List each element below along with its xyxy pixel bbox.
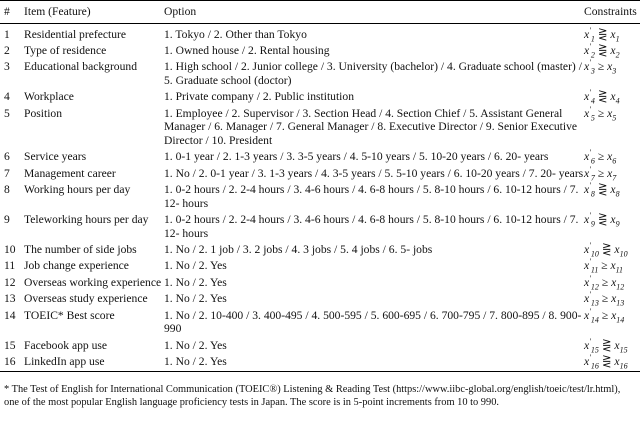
relation-symbol: ⋛ xyxy=(597,90,608,104)
table-row xyxy=(0,339,640,355)
row-item: Facebook app use xyxy=(24,338,108,352)
table-row xyxy=(0,23,640,44)
row-option: 1. Employee / 2. Supervisor / 3. Section Head / 4. Section Chief / 5. Assistant General Manager / 6. Manager / 7. General Manager / 8. Executive Director / 9. Senior Executive Director / 10. President xyxy=(164,106,578,147)
row-constraint: $x'_{11} \ge x_{11}$ xyxy=(584,257,624,275)
row-item: Position xyxy=(24,106,63,120)
row-option: 1. 0-2 hours / 2. 2-4 hours / 3. 4-6 hours / 4. 6-8 hours / 5. 8-10 hours / 6. 10-12 hours / 7. 12- hours xyxy=(164,213,579,240)
table-row xyxy=(0,259,640,275)
table-row xyxy=(0,183,640,213)
row-num: 7 xyxy=(4,166,10,180)
header-num: # xyxy=(4,5,10,18)
row-item: Management career xyxy=(24,166,116,180)
row-item: TOEIC* Best score xyxy=(24,308,115,322)
row-option: 1. No / 2. Yes xyxy=(164,355,227,369)
relation-symbol: ≥ xyxy=(601,292,609,306)
row-item: Service years xyxy=(24,150,87,164)
table-row xyxy=(0,309,640,339)
row-option: 1. Private company / 2. Public institution xyxy=(164,90,354,104)
header-option: Option xyxy=(164,5,197,18)
relation-symbol: ⋛ xyxy=(601,338,612,352)
row-item: Residential prefecture xyxy=(24,27,127,41)
row-item: LinkedIn app use xyxy=(24,355,105,369)
row-num: 14 xyxy=(4,308,16,322)
table-header xyxy=(0,1,640,24)
relation-symbol: ≥ xyxy=(597,106,605,120)
row-num: 10 xyxy=(4,243,16,257)
row-num: 3 xyxy=(4,60,10,74)
relation-symbol: ⋛ xyxy=(601,355,612,369)
row-constraint: $x'_{10}$ ⋛ $x_{10}$ xyxy=(584,241,628,259)
row-constraint: $x'_5 \ge x_5$ xyxy=(584,104,617,123)
row-item: Teleworking hours per day xyxy=(24,213,149,227)
table-row xyxy=(0,150,640,166)
row-num: 6 xyxy=(4,150,10,164)
table-row xyxy=(0,213,640,243)
row-constraint: $x'_3 \ge x_3$ xyxy=(584,58,617,76)
row-constraint: $x'_{13} \ge x_{13}$ xyxy=(584,290,625,308)
relation-symbol: ≥ xyxy=(597,166,605,180)
relation-symbol: ⋛ xyxy=(597,27,608,41)
row-option: 1. No / 2. 1 job / 3. 2 jobs / 4. 3 jobs / 5. 4 jobs / 6. 5- jobs xyxy=(164,243,433,257)
row-item: Job change experience xyxy=(24,259,129,273)
relation-symbol: ≥ xyxy=(601,308,609,322)
row-option: 1. 0-2 hours / 2. 2-4 hours / 3. 4-6 hours / 4. 6-8 hours / 5. 8-10 hours / 6. 10-12 hours / 7. 12- hours xyxy=(164,183,579,210)
table-row xyxy=(0,276,640,292)
table-row xyxy=(0,60,640,90)
row-constraint: $x'_{16}$ ⋛ $x_{16}$ xyxy=(584,353,628,371)
footnote: * The Test of English for International Communication (TOEIC®) Listening & Reading Test (https://www.iibc-global.org/english/toeic/test/lr.html), one of the most popular English language proficiency tests in Japan. The score is in 5-point increments from 10 to 990. xyxy=(4,384,621,408)
row-item: Overseas working experience xyxy=(24,275,162,289)
row-option: 1. No / 2. 10-400 / 3. 400-495 / 4. 500-595 / 5. 600-695 / 6. 700-795 / 7. 800-895 / 8. 900-990 xyxy=(164,308,582,336)
relation-symbol: ≥ xyxy=(601,275,609,289)
row-num: 5 xyxy=(4,106,10,120)
row-num: 11 xyxy=(4,259,16,273)
relation-symbol: ≥ xyxy=(597,150,605,164)
relation-symbol: ⋛ xyxy=(597,213,608,227)
row-item: Workplace xyxy=(24,90,74,104)
table-row xyxy=(0,90,640,106)
header-item: Item (Feature) xyxy=(24,5,91,18)
row-num: 9 xyxy=(4,213,10,227)
row-option: 1. No / 2. Yes xyxy=(164,259,227,273)
row-num: 16 xyxy=(4,355,16,369)
row-item: Type of residence xyxy=(24,43,107,57)
row-constraint: $x'_2$ ⋛ $x_2$ xyxy=(584,42,620,60)
header-constraints: Constraints xyxy=(584,5,637,18)
row-option: 1. No / 2. Yes xyxy=(164,292,227,306)
row-constraint: $x'_8$ ⋛ $x_8$ xyxy=(584,181,620,199)
table-row xyxy=(0,44,640,60)
relation-symbol: ≥ xyxy=(601,259,608,273)
row-constraint: $x'_{14} \ge x_{14}$ xyxy=(584,306,625,324)
row-num: 4 xyxy=(4,90,10,104)
relation-symbol: ⋛ xyxy=(601,243,612,257)
row-num: 2 xyxy=(4,43,10,57)
row-constraint: $x'_1$ ⋛ $x_1$ xyxy=(584,25,620,43)
row-num: 15 xyxy=(4,338,16,352)
row-item: Overseas study experience xyxy=(24,292,148,306)
row-option: 1. 0-1 year / 2. 1-3 years / 3. 3-5 years / 4. 5-10 years / 5. 10-20 years / 6. 20- years xyxy=(164,150,549,164)
row-constraint: $x'_{15}$ ⋛ $x_{15}$ xyxy=(584,336,628,354)
table-row xyxy=(0,107,640,151)
relation-symbol: ≥ xyxy=(597,60,605,74)
row-constraint: $x'_9$ ⋛ $x_9$ xyxy=(584,211,620,229)
row-item: The number of side jobs xyxy=(24,243,137,257)
row-num: 12 xyxy=(4,275,16,289)
row-constraint: $x'_{12} \ge x_{12}$ xyxy=(584,274,625,292)
row-constraint: $x'_6 \ge x_6$ xyxy=(584,148,617,166)
table-row xyxy=(0,355,640,372)
table-row xyxy=(0,167,640,183)
table-row xyxy=(0,292,640,308)
row-num: 1 xyxy=(4,27,10,41)
row-option: 1. No / 2. 0-1 year / 3. 1-3 years / 4. 3-5 years / 5. 5-10 years / 6. 10-20 years / 7. 20- years xyxy=(164,166,584,180)
relation-symbol: ⋛ xyxy=(597,43,608,57)
row-option: 1. Owned house / 2. Rental housing xyxy=(164,43,330,57)
table-row xyxy=(0,243,640,259)
row-option: 1. Tokyo / 2. Other than Tokyo xyxy=(164,27,307,41)
row-constraint: $x'_4$ ⋛ $x_4$ xyxy=(584,88,620,106)
row-num: 8 xyxy=(4,183,10,197)
row-item: Working hours per day xyxy=(24,183,131,197)
row-item: Educational background xyxy=(24,60,137,74)
row-constraint: $x'_7 \ge x_7$ xyxy=(584,164,617,183)
relation-symbol: ⋛ xyxy=(597,183,608,197)
row-option: 1. No / 2. Yes xyxy=(164,338,227,352)
row-option: 1. No / 2. Yes xyxy=(164,275,227,289)
row-option: 1. High school / 2. Junior college / 3. University (bachelor) / 4. Graduate school (master) / 5. Graduate school (doctor) xyxy=(164,60,582,87)
row-num: 13 xyxy=(4,292,16,306)
